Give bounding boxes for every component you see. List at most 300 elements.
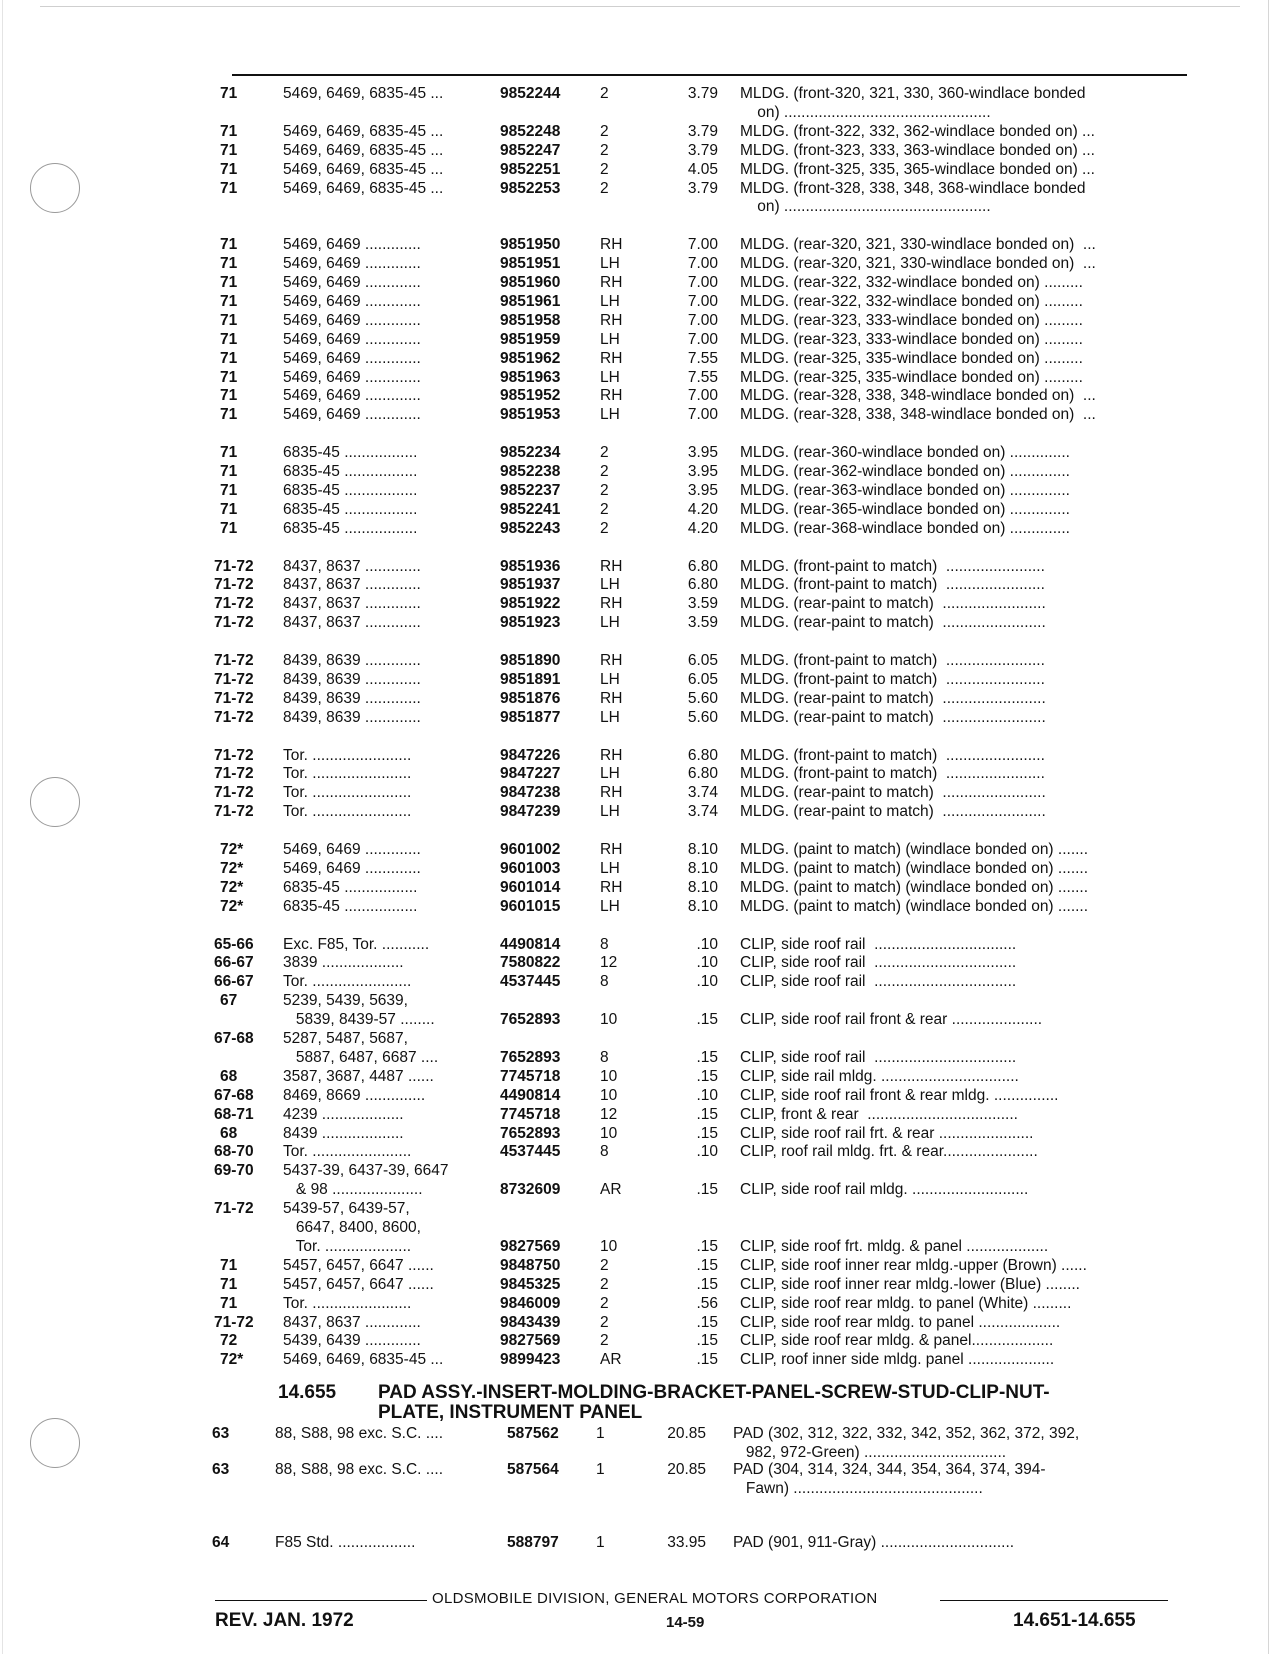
pad-row-part-number: 587564 (507, 1461, 559, 1478)
row-description: MLDG. (rear-362-windlace bonded on) .............. (740, 463, 1070, 480)
row-part-number: 7652893 (500, 1124, 561, 1142)
pad-row-description-cont: Fawn) ............................................ (733, 1480, 983, 1497)
row-models: 6835-45 ................. (283, 897, 418, 915)
row-year: 71-72 (214, 557, 254, 575)
footer-corporation: OLDSMOBILE DIVISION, GENERAL MOTORS CORPORATION (432, 1590, 878, 1607)
row-price: .10 (696, 1086, 718, 1104)
row-quantity: RH (600, 236, 623, 254)
row-models: 5469, 6469 ............. (283, 349, 421, 367)
pad-row-description: PAD (304, 314, 324, 344, 354, 364, 374, 394- (733, 1461, 1046, 1478)
row-models: 6835-45 ................. (283, 878, 418, 896)
row-quantity: 2 (600, 1256, 609, 1274)
row-part-number: 9852238 (500, 463, 561, 480)
row-year: 72* (220, 1351, 244, 1369)
binder-hole-bottom (30, 1418, 80, 1468)
row-models: 5469, 6469, 6835-45 ... (283, 122, 444, 140)
row-description: MLDG. (rear-368-windlace bonded on) .............. (740, 519, 1070, 537)
row-price: .56 (696, 1294, 718, 1312)
row-description: MLDG. (front-320, 321, 330, 360-windlace bonded (740, 85, 1086, 102)
row-part-number: 9851952 (500, 387, 561, 405)
row-description: MLDG. (front-paint to match) ....................... (740, 557, 1045, 575)
row-part-number: 9843439 (500, 1313, 561, 1331)
row-year: 68-71 (214, 1105, 254, 1123)
row-models: 5469, 6469 ............. (283, 841, 421, 858)
row-models: 5287, 5487, 5687, (283, 1030, 408, 1047)
row-year: 68-70 (214, 1143, 254, 1161)
row-year: 71 (220, 463, 238, 480)
row-models: 8437, 8637 ............. (283, 557, 421, 575)
row-price: 6.80 (687, 746, 718, 764)
row-description: CLIP, side roof rear mldg. to panel ................... (740, 1313, 1061, 1331)
row-description: MLDG. (front-323, 333, 363-windlace bonded on) ... (740, 141, 1095, 159)
row-description: MLDG. (front-paint to match) ....................... (740, 670, 1045, 688)
row-description: CLIP, side roof inner rear mldg.-lower (Blue) ........ (740, 1275, 1080, 1293)
row-quantity: LH (600, 670, 620, 688)
row-price: 6.80 (687, 576, 718, 594)
row-year: 67 (220, 992, 238, 1010)
row-price: 3.79 (687, 179, 718, 197)
row-price: 3.95 (687, 444, 718, 462)
row-quantity: LH (600, 803, 620, 821)
row-part-number: 7745718 (500, 1067, 561, 1085)
row-part-number: 9827569 (500, 1332, 561, 1350)
row-quantity: 2 (600, 1332, 609, 1350)
row-models: 5469, 6469, 6835-45 ... (283, 141, 444, 159)
row-year: 71-72 (214, 746, 254, 764)
row-models: 5839, 8439-57 ........ (283, 1011, 435, 1029)
row-price: 8.10 (687, 897, 718, 915)
row-year: 71 (220, 122, 238, 140)
row-part-number: 9851923 (500, 614, 561, 632)
row-quantity: 2 (600, 122, 609, 140)
pad-row-price: 20.85 (667, 1425, 706, 1442)
row-year: 72* (220, 897, 244, 915)
row-models: 5887, 6487, 6687 .... (283, 1048, 439, 1066)
row-models: 5469, 6469 ............. (283, 406, 421, 424)
row-quantity: 10 (600, 1237, 618, 1255)
pad-row-quantity: 1 (596, 1534, 605, 1551)
row-description: CLIP, side roof rear mldg. to panel (White) ......... (740, 1294, 1072, 1312)
row-quantity: LH (600, 576, 620, 594)
row-year: 71-72 (214, 803, 254, 821)
row-year: 71 (220, 387, 238, 405)
header-rule (232, 74, 1187, 76)
row-price: 7.00 (687, 292, 718, 310)
row-part-number: 9847239 (500, 803, 561, 821)
row-year: 66-67 (214, 954, 254, 972)
row-year: 71 (220, 255, 238, 273)
row-models: 6835-45 ................. (283, 444, 418, 462)
row-quantity: RH (600, 746, 623, 764)
row-year: 71-72 (214, 1200, 254, 1218)
row-part-number: 9851891 (500, 670, 561, 688)
row-price: 6.05 (687, 652, 718, 669)
row-part-number: 9601003 (500, 859, 561, 877)
row-quantity: RH (600, 311, 623, 329)
row-price: 7.00 (687, 236, 718, 254)
row-models: 5469, 6469 ............. (283, 368, 421, 386)
pad-row-models: 88, S88, 98 exc. S.C. .... (275, 1425, 444, 1442)
row-part-number: 4537445 (500, 973, 561, 991)
row-description: MLDG. (paint to match) (windlace bonded on) ....... (740, 841, 1089, 858)
row-part-number: 9845325 (500, 1275, 561, 1293)
section-title-line1: PAD ASSY.-INSERT-MOLDING-BRACKET-PANEL-SCREW-STUD-CLIP-NUT- (378, 1382, 1050, 1403)
row-description: CLIP, side roof rail ................................. (740, 1048, 1017, 1066)
row-quantity: 2 (600, 160, 609, 178)
row-part-number: 9851890 (500, 652, 561, 669)
row-description: CLIP, side roof rail mldg. ........................... (740, 1181, 1029, 1199)
row-year: 71-72 (214, 652, 254, 669)
row-models: 5469, 6469, 6835-45 ... (283, 1351, 444, 1369)
row-part-number: 9851936 (500, 557, 561, 575)
row-part-number: 9851877 (500, 708, 561, 726)
row-price: 4.05 (687, 160, 718, 178)
row-quantity: 2 (600, 85, 609, 102)
row-price: .15 (696, 1351, 718, 1369)
row-year: 71 (220, 406, 238, 424)
row-description: MLDG. (front-325, 335, 365-windlace bonded on) ... (740, 160, 1095, 178)
row-part-number: 9852251 (500, 160, 561, 178)
row-models: 8437, 8637 ............. (283, 595, 421, 613)
row-year: 67-68 (214, 1086, 254, 1104)
row-quantity: RH (600, 274, 623, 291)
row-quantity: 2 (600, 1275, 609, 1293)
pad-row-year: 64 (212, 1534, 230, 1551)
row-part-number: 9852247 (500, 141, 561, 159)
row-part-number: 4490814 (500, 935, 561, 953)
pad-row-price: 20.85 (667, 1461, 706, 1478)
section-title-line2: PLATE, INSTRUMENT PANEL (378, 1402, 643, 1423)
row-part-number: 7652893 (500, 1011, 561, 1029)
row-year: 71 (220, 292, 238, 310)
row-description: MLDG. (rear-paint to match) ........................ (740, 595, 1046, 613)
row-quantity: 2 (600, 1313, 609, 1331)
row-year: 69-70 (214, 1162, 254, 1180)
row-description: CLIP, side roof rail frt. & rear ...................... (740, 1124, 1034, 1142)
row-part-number: 9851960 (500, 274, 561, 291)
row-description: MLDG. (rear-paint to match) ........................ (740, 803, 1046, 821)
row-models: 5469, 6469, 6835-45 ... (283, 160, 444, 178)
row-models: Tor. ....................... (283, 973, 412, 991)
row-price: .10 (696, 935, 718, 953)
row-price: 6.05 (687, 670, 718, 688)
row-quantity: 8 (600, 973, 609, 991)
section-number: 14.655 (278, 1382, 337, 1403)
row-description: MLDG. (rear-paint to match) ........................ (740, 689, 1046, 707)
row-models: 3587, 3687, 4487 ...... (283, 1067, 434, 1085)
row-year: 71 (220, 141, 238, 159)
row-description: CLIP, side roof rail ................................. (740, 954, 1017, 972)
row-quantity: RH (600, 387, 623, 405)
row-price: 3.59 (687, 614, 718, 632)
row-price: .15 (696, 1256, 718, 1274)
row-models: 8437, 8637 ............. (283, 576, 421, 594)
row-description: CLIP, side roof rail front & rear ..................... (740, 1011, 1043, 1029)
row-part-number: 9847238 (500, 784, 561, 802)
row-quantity: 8 (600, 1143, 609, 1161)
row-part-number: 4537445 (500, 1143, 561, 1161)
row-models: 6835-45 ................. (283, 481, 418, 499)
binder-hole-middle (30, 777, 80, 827)
row-part-number: 9851951 (500, 255, 561, 273)
row-description: MLDG. (rear-paint to match) ........................ (740, 784, 1046, 802)
row-models: 8437, 8637 ............. (283, 1313, 421, 1331)
row-models: 5469, 6469 ............. (283, 236, 421, 254)
row-price: 7.55 (687, 368, 718, 386)
row-year: 71 (220, 236, 238, 254)
row-description: MLDG. (front-328, 338, 348, 368-windlace bonded (740, 179, 1086, 197)
row-year: 71-72 (214, 1313, 254, 1331)
row-part-number: 9851950 (500, 236, 561, 254)
row-description: CLIP, roof rail mldg. frt. & rear...................... (740, 1143, 1038, 1161)
row-quantity: 2 (600, 481, 609, 499)
row-description: MLDG. (front-322, 332, 362-windlace bonded on) ... (740, 122, 1095, 140)
row-quantity: 12 (600, 1105, 618, 1123)
row-part-number: 9851937 (500, 576, 561, 594)
row-year: 71 (220, 330, 238, 348)
row-models: 8469, 8669 .............. (283, 1086, 426, 1104)
row-part-number: 9601002 (500, 841, 561, 858)
row-year: 71 (220, 274, 238, 291)
row-quantity: RH (600, 841, 623, 858)
row-quantity: 12 (600, 954, 618, 972)
pad-row-description-cont: 982, 972-Green) ................................. (733, 1444, 1007, 1461)
row-price: 3.95 (687, 481, 718, 499)
row-price: .15 (696, 1105, 718, 1123)
pad-row-quantity: 1 (596, 1425, 605, 1442)
row-year: 71 (220, 311, 238, 329)
pad-row-part-number: 588797 (507, 1534, 559, 1551)
row-models: 5457, 6457, 6647 ...... (283, 1275, 434, 1293)
row-description: MLDG. (rear-paint to match) ........................ (740, 708, 1046, 726)
row-part-number: 9852237 (500, 481, 561, 499)
row-year: 71-72 (214, 576, 254, 594)
row-year: 71 (220, 444, 238, 462)
row-year: 72* (220, 859, 244, 877)
row-part-number: 9852234 (500, 444, 561, 462)
pad-row-quantity: 1 (596, 1461, 605, 1478)
row-part-number: 9852248 (500, 122, 561, 140)
row-price: 7.00 (687, 311, 718, 329)
pad-row-models: F85 Std. .................. (275, 1534, 416, 1551)
row-quantity: LH (600, 897, 620, 915)
row-price: 4.20 (687, 500, 718, 518)
row-part-number: 9848750 (500, 1256, 561, 1274)
pad-row-description: PAD (302, 312, 322, 332, 342, 352, 362, 372, 392, (733, 1425, 1080, 1442)
row-part-number: 9851958 (500, 311, 561, 329)
row-models: 4239 ................... (283, 1105, 404, 1123)
row-quantity: 2 (600, 500, 609, 518)
row-price: 7.00 (687, 255, 718, 273)
row-models: 3839 ................... (283, 954, 404, 972)
row-year: 72* (220, 841, 244, 858)
row-description: MLDG. (paint to match) (windlace bonded on) ....... (740, 897, 1089, 915)
page-top-edge (40, 6, 1240, 7)
row-models: 5437-39, 6437-39, 6647 (283, 1162, 449, 1180)
row-description: MLDG. (front-paint to match) ....................... (740, 576, 1045, 594)
row-part-number: 9851876 (500, 689, 561, 707)
row-quantity: RH (600, 595, 623, 613)
footer-rule-right (940, 1600, 1168, 1601)
row-year: 71 (220, 1294, 238, 1312)
row-part-number: 9899423 (500, 1351, 561, 1369)
footer-rule-left (215, 1600, 427, 1601)
row-part-number: 9851953 (500, 406, 561, 424)
row-quantity: RH (600, 878, 623, 896)
row-part-number: 9846009 (500, 1294, 561, 1312)
row-quantity: 2 (600, 179, 609, 197)
row-models: 8439 ................... (283, 1124, 404, 1142)
pad-row-models: 88, S88, 98 exc. S.C. .... (275, 1461, 444, 1478)
row-models: 6835-45 ................. (283, 500, 418, 518)
footer-revision: REV. JAN. 1972 (215, 1610, 354, 1631)
row-part-number: 7745718 (500, 1105, 561, 1123)
row-models: 5469, 6469 ............. (283, 311, 421, 329)
row-models: 5457, 6457, 6647 ...... (283, 1256, 434, 1274)
row-description: on) ................................................ (740, 103, 991, 121)
row-quantity: LH (600, 330, 620, 348)
row-price: .10 (696, 954, 718, 972)
row-quantity: AR (600, 1181, 622, 1199)
row-part-number: 9851922 (500, 595, 561, 613)
row-price: 7.00 (687, 330, 718, 348)
row-description: MLDG. (rear-325, 335-windlace bonded on) ......... (740, 368, 1083, 386)
row-quantity: RH (600, 784, 623, 802)
row-price: 7.55 (687, 349, 718, 367)
row-year: 71-72 (214, 784, 254, 802)
row-year: 68 (220, 1067, 238, 1085)
row-models: 5439-57, 6439-57, (283, 1200, 410, 1218)
row-models: Tor. ....................... (283, 1294, 412, 1312)
row-price: 4.20 (687, 519, 718, 537)
row-price: 7.00 (687, 387, 718, 405)
row-price: .15 (696, 1275, 718, 1293)
row-models: 5439, 6439 ............. (283, 1332, 421, 1350)
row-models: Tor. ....................... (283, 784, 412, 802)
row-description: MLDG. (rear-320, 321, 330-windlace bonded on) ... (740, 255, 1096, 273)
footer-page-number: 14-59 (666, 1614, 705, 1631)
row-description: CLIP, side roof rail ................................. (740, 973, 1017, 991)
row-description: CLIP, side rail mldg. ................................ (740, 1067, 1019, 1085)
row-quantity: LH (600, 292, 620, 310)
row-models: & 98 ..................... (283, 1181, 423, 1199)
row-year: 71 (220, 500, 238, 518)
row-part-number: 9601015 (500, 897, 561, 915)
row-models: Tor. ....................... (283, 746, 412, 764)
row-part-number: 7652893 (500, 1048, 561, 1066)
row-models: 6835-45 ................. (283, 463, 418, 480)
row-part-number: 9851962 (500, 349, 561, 367)
row-description: MLDG. (paint to match) (windlace bonded on) ....... (740, 878, 1089, 896)
row-description: CLIP, roof inner side mldg. panel .................... (740, 1351, 1055, 1369)
row-year: 71 (220, 519, 238, 537)
page-left-edge (2, 0, 3, 1654)
row-year: 71-72 (214, 708, 254, 726)
row-models: 6647, 8400, 8600, (283, 1219, 421, 1236)
row-description: MLDG. (rear-360-windlace bonded on) .............. (740, 444, 1070, 462)
row-models: 5469, 6469 ............. (283, 274, 421, 291)
row-price: .15 (696, 1332, 718, 1350)
row-price: .15 (696, 1048, 718, 1066)
row-part-number: 9852253 (500, 179, 561, 197)
row-price: 3.79 (687, 85, 718, 102)
row-description: MLDG. (front-paint to match) ....................... (740, 652, 1045, 669)
row-models: 5469, 6469, 6835-45 ... (283, 85, 444, 102)
row-quantity: AR (600, 1351, 622, 1369)
row-models: 5469, 6469, 6835-45 ... (283, 179, 444, 197)
row-price: 3.59 (687, 595, 718, 613)
pad-row-price: 33.95 (667, 1534, 706, 1551)
row-year: 71 (220, 160, 238, 178)
row-models: 6835-45 ................. (283, 519, 418, 537)
row-models: 5469, 6469 ............. (283, 330, 421, 348)
row-quantity: LH (600, 406, 620, 424)
row-part-number: 4490814 (500, 1086, 561, 1104)
page-right-edge (1268, 0, 1269, 1654)
row-year: 65-66 (214, 935, 254, 953)
row-year: 71 (220, 1275, 238, 1293)
row-quantity: RH (600, 349, 623, 367)
row-price: 6.80 (687, 557, 718, 575)
row-part-number: 7580822 (500, 954, 561, 972)
row-quantity: LH (600, 708, 620, 726)
row-price: .15 (696, 1011, 718, 1029)
row-models: Tor. ....................... (283, 803, 412, 821)
row-part-number: 9851959 (500, 330, 561, 348)
row-part-number: 9852244 (500, 85, 561, 102)
row-year: 71 (220, 179, 238, 197)
row-quantity: RH (600, 652, 623, 669)
row-quantity: LH (600, 859, 620, 877)
row-part-number: 8732609 (500, 1181, 561, 1199)
row-quantity: LH (600, 614, 620, 632)
row-year: 71 (220, 368, 238, 386)
pad-row-year: 63 (212, 1425, 230, 1442)
row-quantity: 8 (600, 935, 609, 953)
row-quantity: 2 (600, 444, 609, 462)
row-models: 5469, 6469 ............. (283, 387, 421, 405)
row-quantity: 2 (600, 463, 609, 480)
row-part-number: 9852241 (500, 500, 561, 518)
row-models: Tor. .................... (283, 1237, 412, 1255)
row-models: 8439, 8639 ............. (283, 670, 421, 688)
row-quantity: LH (600, 255, 620, 273)
row-models: 5239, 5439, 5639, (283, 992, 408, 1010)
row-price: 3.79 (687, 141, 718, 159)
row-quantity: RH (600, 689, 623, 707)
row-price: .10 (696, 1143, 718, 1161)
row-price: .15 (696, 1237, 718, 1255)
row-description: on) ................................................ (740, 198, 991, 216)
row-description: MLDG. (rear-320, 321, 330-windlace bonded on) ... (740, 236, 1096, 254)
row-price: 3.79 (687, 122, 718, 140)
row-year: 66-67 (214, 973, 254, 991)
row-quantity: 10 (600, 1011, 618, 1029)
row-year: 71 (220, 85, 238, 102)
row-year: 67-68 (214, 1030, 254, 1047)
row-description: MLDG. (rear-365-windlace bonded on) .............. (740, 500, 1070, 518)
row-models: 5469, 6469 ............. (283, 255, 421, 273)
row-price: .15 (696, 1067, 718, 1085)
row-quantity: RH (600, 557, 623, 575)
row-year: 71-72 (214, 670, 254, 688)
row-models: Tor. ....................... (283, 765, 412, 783)
binder-hole-top (30, 163, 80, 213)
pad-row-year: 63 (212, 1461, 230, 1478)
row-description: MLDG. (rear-323, 333-windlace bonded on) ......... (740, 311, 1083, 329)
row-part-number: 9851961 (500, 292, 561, 310)
row-models: 8439, 8639 ............. (283, 689, 421, 707)
